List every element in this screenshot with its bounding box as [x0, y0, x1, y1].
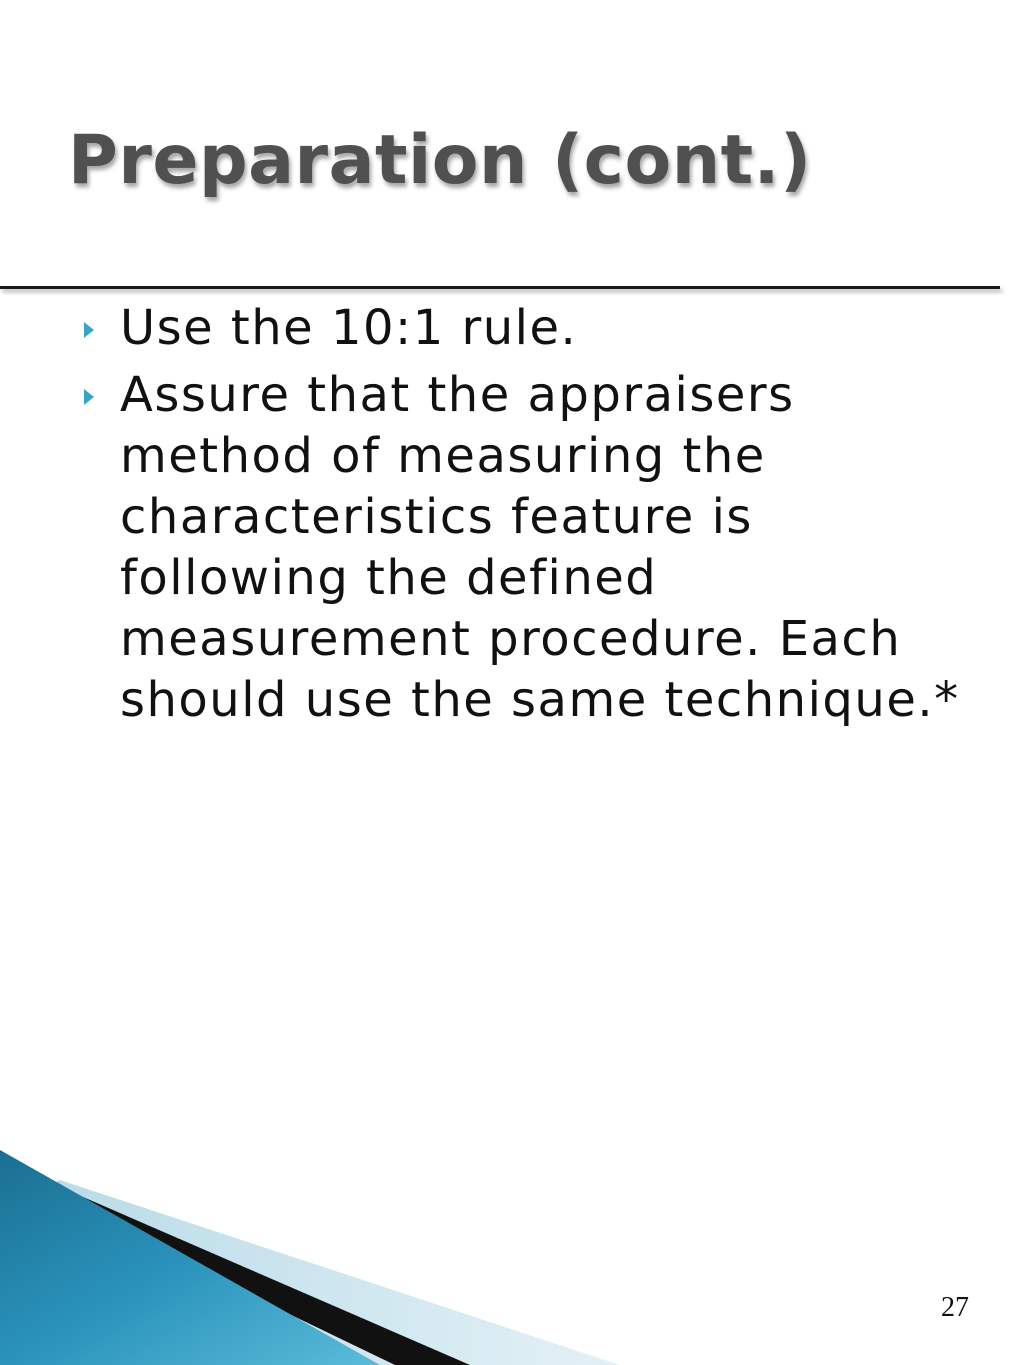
blue-triangle: [0, 1150, 380, 1365]
bullet-item: [80, 298, 980, 359]
triangle-right-icon: [84, 322, 94, 338]
bullet-text: Assure that the appraisers method of measuring the characteristics feature is following the defined measurement procedure. Each should use the same technique.*: [120, 367, 960, 728]
bullet-item: [80, 365, 980, 731]
slide-title: Preparation (cont.): [68, 121, 812, 200]
title-divider: [0, 286, 1000, 289]
page-number: 27: [941, 1292, 969, 1323]
bullet-text: Use the 10:1 rule.: [120, 300, 578, 356]
corner-swoosh-decoration: [0, 1140, 620, 1365]
bullet-list: [80, 298, 980, 737]
triangle-right-icon: [84, 389, 94, 405]
